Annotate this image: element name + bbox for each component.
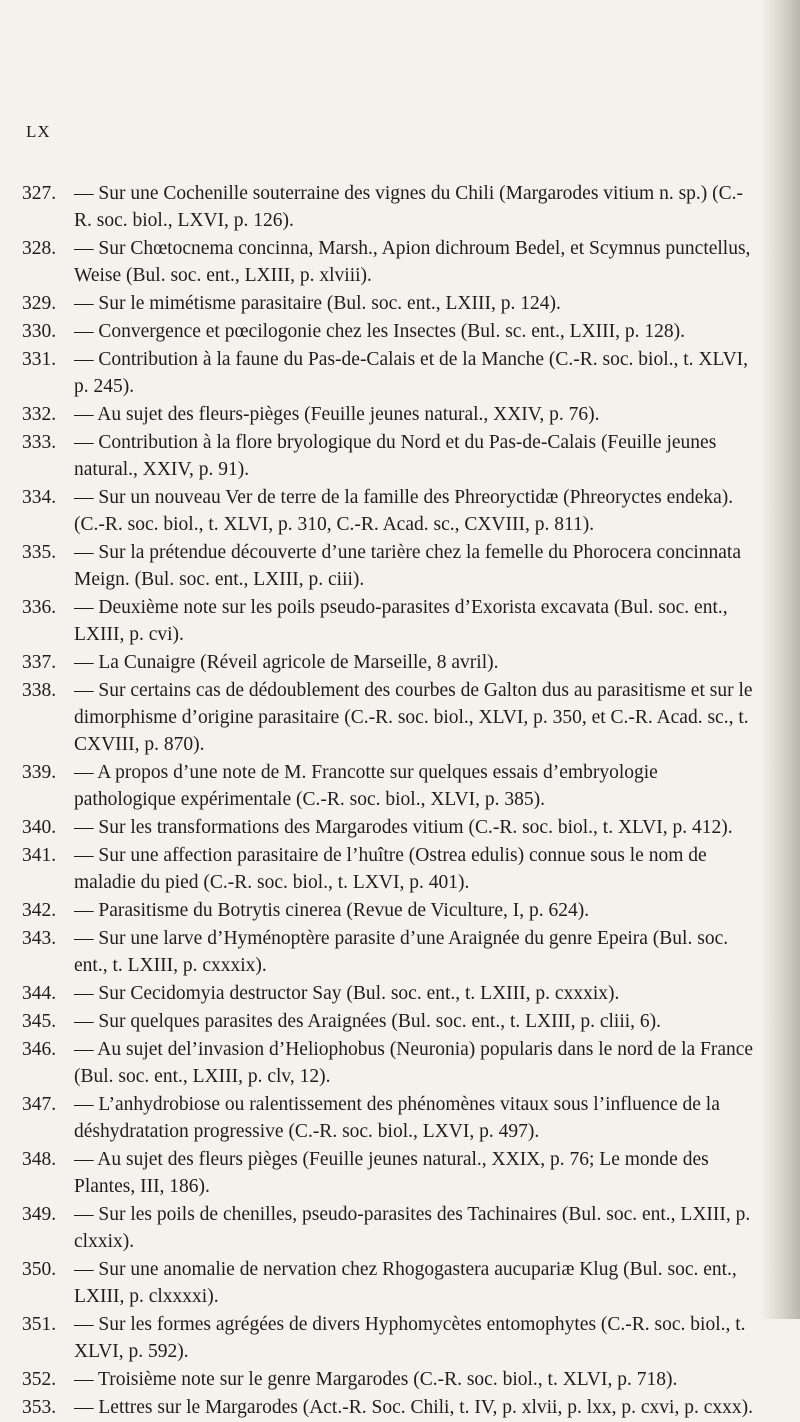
entry-text: — Sur la prétendue découverte d’une tarière chez la femelle du Phorocera concinnata Meign. (Bul. soc. ent., LXIII, p. ciii). — [74, 542, 742, 590]
bibliography-entry — [22, 925, 760, 979]
entry-number: 344. — [22, 983, 57, 1004]
entry-number: 338. — [22, 680, 57, 701]
entry-text: — Sur Cecidomyia destructor Say (Bul. soc. ent., t. LXIII, p. cxxxix). — [74, 983, 620, 1004]
entry-number: 349. — [22, 1204, 57, 1225]
entry-text: — La Cunaigre (Réveil agricole de Marseille, 8 avril). — [74, 652, 499, 673]
entry-text: — Convergence et pœcilogonie chez les Insectes (Bul. sc. ent., LXIII, p. 128). — [74, 321, 685, 342]
entry-text: — Sur un nouveau Ver de terre de la famille des Phreoryctidæ (Phreoryctes endeka). (C.-R. soc. biol., t. XLVI, p. 310, C.-R. Acad. sc., CXVIII, p. 811). — [74, 487, 734, 535]
bibliography-entry — [22, 429, 760, 483]
entry-number: 350. — [22, 1259, 57, 1280]
bibliography-entry — [22, 1008, 760, 1035]
bibliography-entry — [22, 1091, 760, 1145]
bibliography-entry — [22, 346, 760, 400]
bibliography-entry — [22, 1256, 760, 1310]
entry-text: — Sur une anomalie de nervation chez Rhogogastera aucupariæ Klug (Bul. soc. ent., LXIII, p. clxxxxi). — [74, 1259, 737, 1307]
bibliography-entry — [22, 649, 760, 676]
entry-number: 352. — [22, 1369, 57, 1390]
entry-text: — Deuxième note sur les poils pseudo-parasites d’Exorista excavata (Bul. soc. ent., LXIII, p. cvi). — [74, 597, 728, 645]
entry-number: 336. — [22, 597, 57, 618]
entry-number: 341. — [22, 845, 57, 866]
entry-number: 346. — [22, 1039, 57, 1060]
bibliography-entry — [22, 594, 760, 648]
entry-text: — Au sujet des fleurs pièges (Feuille jeunes natural., XXIX, p. 76; Le monde des Plantes, III, 186). — [74, 1149, 709, 1197]
entry-text: — Lettres sur le Margarodes (Act.-R. Soc. Chili, t. IV, p. xlvii, p. lxx, p. cxvi, p. cxxx). — [74, 1397, 753, 1418]
entry-number: 332. — [22, 404, 57, 425]
bibliography-entry — [22, 980, 760, 1007]
entry-number: 327. — [22, 183, 57, 204]
bibliography-entry — [22, 180, 760, 234]
entry-number: 347. — [22, 1094, 57, 1115]
entry-text: — Au sujet del’invasion d’Heliophobus (Neuronia) popularis dans le nord de la France (Bul. soc. ent., LXIII, p. clv, 12). — [74, 1039, 754, 1087]
page-edge-shadow — [760, 0, 800, 1319]
bibliography-entry — [22, 814, 760, 841]
bibliography-entry — [22, 897, 760, 924]
bibliography-entry — [22, 1394, 760, 1421]
entry-number: 335. — [22, 542, 57, 563]
entry-text: — Contribution à la faune du Pas-de-Calais et de la Manche (C.-R. soc. biol., t. XLVI, p. 245). — [74, 349, 749, 397]
entry-number: 339. — [22, 762, 57, 783]
entry-text: — Sur quelques parasites des Araignées (Bul. soc. ent., t. LXIII, p. cliii, 6). — [74, 1011, 662, 1032]
bibliography-entry — [22, 401, 760, 428]
entry-number: 333. — [22, 432, 57, 453]
entry-number: 337. — [22, 652, 57, 673]
entry-number: 348. — [22, 1149, 57, 1170]
bibliography-entry — [22, 759, 760, 813]
page-number: LX — [26, 122, 51, 141]
bibliography-entry — [22, 1036, 760, 1090]
bibliography-entry — [22, 484, 760, 538]
entry-number: 351. — [22, 1314, 57, 1335]
bibliography-list — [22, 180, 760, 1422]
bibliography-entry — [22, 677, 760, 758]
entry-text: — Sur une larve d’Hyménoptère parasite d’une Araignée du genre Epeira (Bul. soc. ent., t. LXIII, p. cxxxix). — [74, 928, 729, 976]
entry-text: — Sur les formes agrégées de divers Hyphomycètes entomophytes (C.-R. soc. biol., t. XLVI, p. 592). — [74, 1314, 746, 1362]
bibliography-entry — [22, 235, 760, 289]
entry-number: 342. — [22, 900, 57, 921]
entry-text: — Sur les transformations des Margarodes vitium (C.-R. soc. biol., t. XLVI, p. 412). — [74, 817, 733, 838]
entry-number: 328. — [22, 238, 57, 259]
entry-text: — Sur une Cochenille souterraine des vignes du Chili (Margarodes vitium n. sp.) (C.-R. soc. biol., LXVI, p. 126). — [74, 183, 744, 231]
entry-text: — A propos d’une note de M. Francotte sur quelques essais d’embryologie pathologique expérimentale (C.-R. soc. biol., XLVI, p. 385). — [74, 762, 658, 810]
bibliography-entry — [22, 1311, 760, 1365]
bibliography-entry — [22, 1146, 760, 1200]
bibliography-entry — [22, 842, 760, 896]
entry-text: — Contribution à la flore bryologique du Nord et du Pas-de-Calais (Feuille jeunes natural., XXIV, p. 91). — [74, 432, 717, 480]
bibliography-entry — [22, 1366, 760, 1393]
bibliography-entry — [22, 1201, 760, 1255]
entry-number: 353. — [22, 1397, 57, 1418]
entry-number: 330. — [22, 321, 57, 342]
entry-number: 340. — [22, 817, 57, 838]
entry-number: 345. — [22, 1011, 57, 1032]
entry-text: — Troisième note sur le genre Margarodes (C.-R. soc. biol., t. XLVI, p. 718). — [74, 1369, 678, 1390]
bibliography-entry — [22, 318, 760, 345]
entry-text: — Au sujet des fleurs-pièges (Feuille jeunes natural., XXIV, p. 76). — [74, 404, 600, 425]
entry-text: — L’anhydrobiose ou ralentissement des phénomènes vitaux sous l’influence de la déshydratation progressive (C.-R. soc. biol., LXVI, p. 497). — [74, 1094, 720, 1142]
entry-text: — Sur certains cas de dédoublement des courbes de Galton dus au parasitisme et sur le dimorphisme d’origine parasitaire (C.-R. soc. biol., XLVI, p. 350, et C.-R. Acad. sc., t. CXVIII, p. 870). — [74, 680, 753, 755]
entry-text: — Sur les poils de chenilles, pseudo-parasites des Tachinaires (Bul. soc. ent., LXIII, p. clxxix). — [74, 1204, 751, 1252]
entry-number: 343. — [22, 928, 57, 949]
entry-number: 334. — [22, 487, 57, 508]
entry-text: — Sur Chœtocnema concinna, Marsh., Apion dichroum Bedel, et Scymnus punctellus, Weise (Bul. soc. ent., LXIII, p. xlviii). — [74, 238, 751, 286]
entry-text: — Parasitisme du Botrytis cinerea (Revue de Viculture, I, p. 624). — [74, 900, 590, 921]
entry-number: 329. — [22, 293, 57, 314]
entry-text: — Sur une affection parasitaire de l’huître (Ostrea edulis) connue sous le nom de maladie du pied (C.-R. soc. biol., t. LXVI, p. 401). — [74, 845, 707, 893]
bibliography-entry — [22, 539, 760, 593]
entry-number: 331. — [22, 349, 57, 370]
bibliography-entry — [22, 290, 760, 317]
entry-text: — Sur le mimétisme parasitaire (Bul. soc. ent., LXIII, p. 124). — [74, 293, 561, 314]
